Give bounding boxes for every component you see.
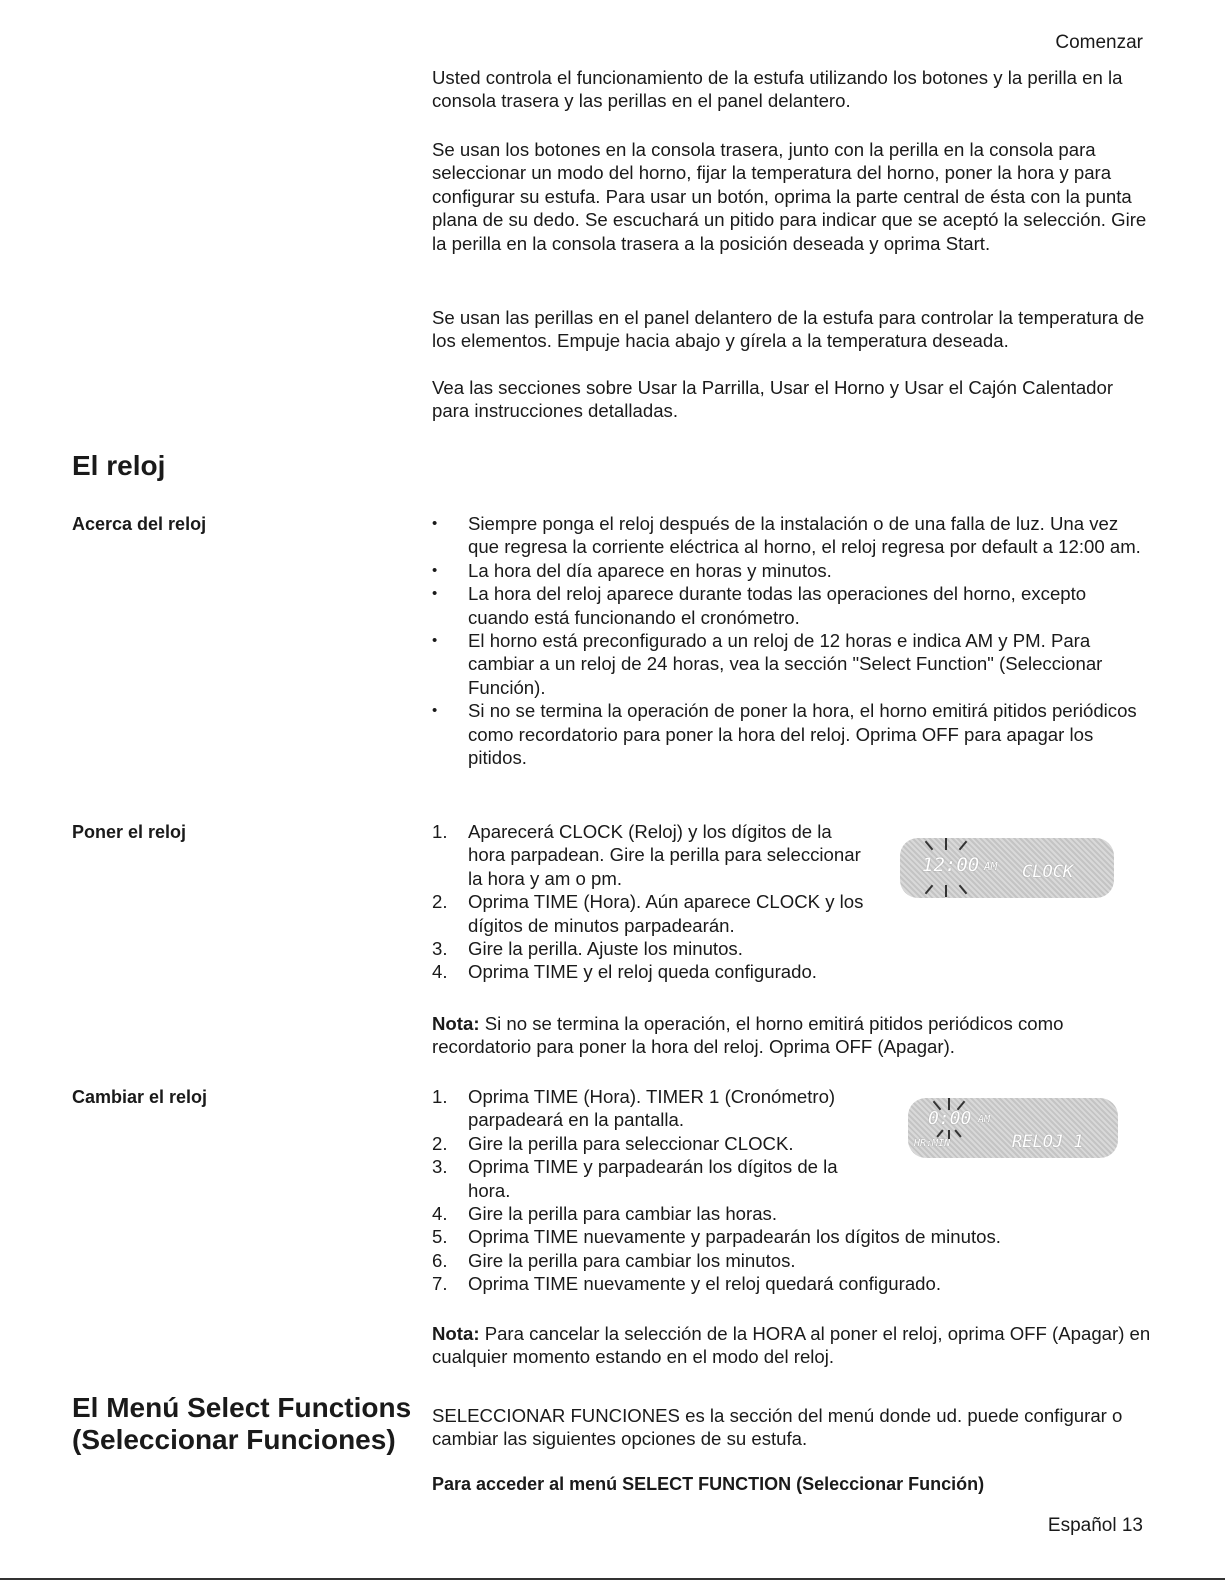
step-text: Aparecerá CLOCK (Reloj) y los dígitos de la hora parpadean. Gire la perilla para seleccionar la hora y am o pm. xyxy=(468,821,861,889)
blink-ray-icon xyxy=(925,885,934,895)
list-item: • Si no se termina la operación de poner la hora, el horno emitirá pitidos periódicos como recordatorio para poner la hora del reloj. Oprima OFF para apagar los pitidos. xyxy=(432,699,1152,769)
step-number: 4. xyxy=(432,961,448,983)
list-item xyxy=(432,937,872,960)
display-hrmin: HR:MIN xyxy=(914,1138,951,1149)
title-line: El Menú Select Functions xyxy=(72,1392,412,1423)
display-label: CLOCK xyxy=(1022,862,1074,882)
list-item xyxy=(432,1249,1152,1272)
display-time: 0:00 xyxy=(928,1108,972,1129)
blink-ray-icon xyxy=(925,841,934,851)
blink-ray-icon xyxy=(959,841,968,851)
list-item: • La hora del reloj aparece durante todas las operaciones del horno, excepto cuando está funcionando el cronómetro. xyxy=(432,582,1152,629)
step-number: 3. xyxy=(432,938,448,960)
step-text: Gire la perilla para cambiar los minutos. xyxy=(468,1249,796,1271)
intro-paragraph-2: Se usan los botones en la consola trasera, junto con la perilla en la consola para seleccionar un modo del horno, fijar la temperatura del horno, poner la hora y para configurar su estufa. Para usar un botón, oprima la parte central de ésta con la punta plana de su dedo. Se escuchará un pitido para indicar que se aceptó la selección. Gire la perilla en la consola trasera a la posición deseada y oprima Start. xyxy=(432,139,1147,254)
section-title-select-functions xyxy=(72,1392,411,1456)
title-line: (Seleccionar Funciones) xyxy=(72,1424,396,1455)
step-text: Oprima TIME (Hora). TIMER 1 (Cronómetro) parpadeará en la pantalla. xyxy=(468,1086,836,1131)
display-time: 12:00 xyxy=(922,854,980,876)
list-item: • Siempre ponga el reloj después de la instalación o de una falla de luz. Una vez que regresa la corriente eléctrica al horno, el reloj regresa por default a 12:00 am. xyxy=(432,512,1152,559)
select-functions-paragraph: SELECCIONAR FUNCIONES es la sección del menú donde ud. puede configurar o cambiar las siguientes opciones de su estufa. xyxy=(432,1405,1123,1450)
section-title-clock: El reloj xyxy=(72,450,166,481)
page-number: Español 13 xyxy=(1047,1515,1143,1536)
blink-ray-icon xyxy=(954,1129,961,1137)
list-item xyxy=(432,1155,872,1202)
about-clock-list xyxy=(432,512,1152,769)
step-text: Oprima TIME nuevamente y el reloj quedará configurado. xyxy=(468,1273,942,1295)
step-number: 7. xyxy=(432,1273,448,1295)
step-text: Gire la perilla para seleccionar CLOCK. xyxy=(468,1132,794,1154)
step-number: 5. xyxy=(432,1226,448,1248)
note-change-clock xyxy=(432,1322,1152,1369)
list-item xyxy=(432,1202,1152,1225)
set-clock-steps xyxy=(432,820,872,984)
subheading-about-clock: Acerca del reloj xyxy=(72,514,207,534)
subheading-set-clock: Poner el reloj xyxy=(72,822,187,842)
intro-paragraph-4: Vea las secciones sobre Usar la Parrilla, Usar el Horno y Usar el Cajón Calentador para instrucciones detalladas. xyxy=(432,377,1114,422)
step-number: 2. xyxy=(432,1132,448,1154)
blink-ray-icon xyxy=(945,838,947,850)
step-text: Oprima TIME y parpadearán los dígitos de la hora. xyxy=(468,1156,838,1201)
list-item xyxy=(432,1085,872,1132)
blink-ray-icon xyxy=(945,885,947,897)
note-text: Para cancelar la selección de la HORA al poner el reloj, oprima OFF (Apagar) en cualquier momento estando en el modo del reloj. xyxy=(432,1323,1151,1368)
footer-rule xyxy=(0,1578,1225,1580)
display-label: RELOJ 1 xyxy=(1012,1132,1084,1152)
note-set-clock xyxy=(432,1012,1152,1059)
step-text: Oprima TIME (Hora). Aún aparece CLOCK y los dígitos de minutos parpadearán. xyxy=(468,891,864,936)
step-number: 3. xyxy=(432,1156,448,1178)
list-item xyxy=(432,1225,1152,1248)
step-number: 1. xyxy=(432,1086,448,1107)
step-number: 1. xyxy=(432,821,448,842)
list-item xyxy=(432,890,872,937)
blink-ray-icon xyxy=(959,885,968,895)
step-number: 2. xyxy=(432,891,448,913)
step-text: Gire la perilla. Ajuste los minutos. xyxy=(468,938,743,960)
display-ampm: AM xyxy=(984,860,998,873)
running-header: Comenzar xyxy=(1055,32,1143,53)
intro-paragraph-3: Se usan las perillas en el panel delantero de la estufa para controlar la temperatura de los elementos. Empuje hacia abajo y gírela a la temperatura deseada. xyxy=(432,307,1145,352)
list-item: • La hora del día aparece en horas y minutos. xyxy=(432,559,1152,582)
step-text: Oprima TIME y el reloj queda configurado. xyxy=(468,961,817,983)
display-ampm: AM xyxy=(978,1114,991,1125)
step-text: Oprima TIME nuevamente y parpadearán los dígitos de minutos. xyxy=(468,1226,1001,1248)
step-number: 6. xyxy=(432,1249,448,1271)
step-number: 4. xyxy=(432,1203,448,1225)
list-item: • El horno está preconfigurado a un reloj de 12 horas e indica AM y PM. Para cambiar a un reloj de 24 horas, vea la sección "Select Function" (Seleccionar Función). xyxy=(432,629,1152,699)
list-item xyxy=(432,820,872,890)
blink-ray-icon xyxy=(936,1129,943,1137)
clock-display-image xyxy=(900,838,1114,898)
list-item xyxy=(432,960,872,983)
intro-paragraph-1: Usted controla el funcionamiento de la estufa utilizando los botones y la perilla en la consola trasera y las perillas en el panel delantero. xyxy=(432,67,1123,112)
note-text: Si no se termina la operación, el horno emitirá pitidos periódicos como recordatorio para poner la hora del reloj. Oprima OFF (Apagar). xyxy=(432,1013,1064,1058)
step-text: Gire la perilla para cambiar las horas. xyxy=(468,1203,777,1225)
clock-change-display-image xyxy=(908,1098,1118,1158)
note-label: Nota: xyxy=(432,1323,480,1344)
list-item xyxy=(432,1272,1152,1295)
select-functions-subheading: Para acceder al menú SELECT FUNCTION (Seleccionar Función) xyxy=(432,1474,985,1494)
note-label: Nota: xyxy=(432,1013,480,1034)
subheading-change-clock: Cambiar el reloj xyxy=(72,1087,208,1107)
list-item xyxy=(432,1132,872,1155)
